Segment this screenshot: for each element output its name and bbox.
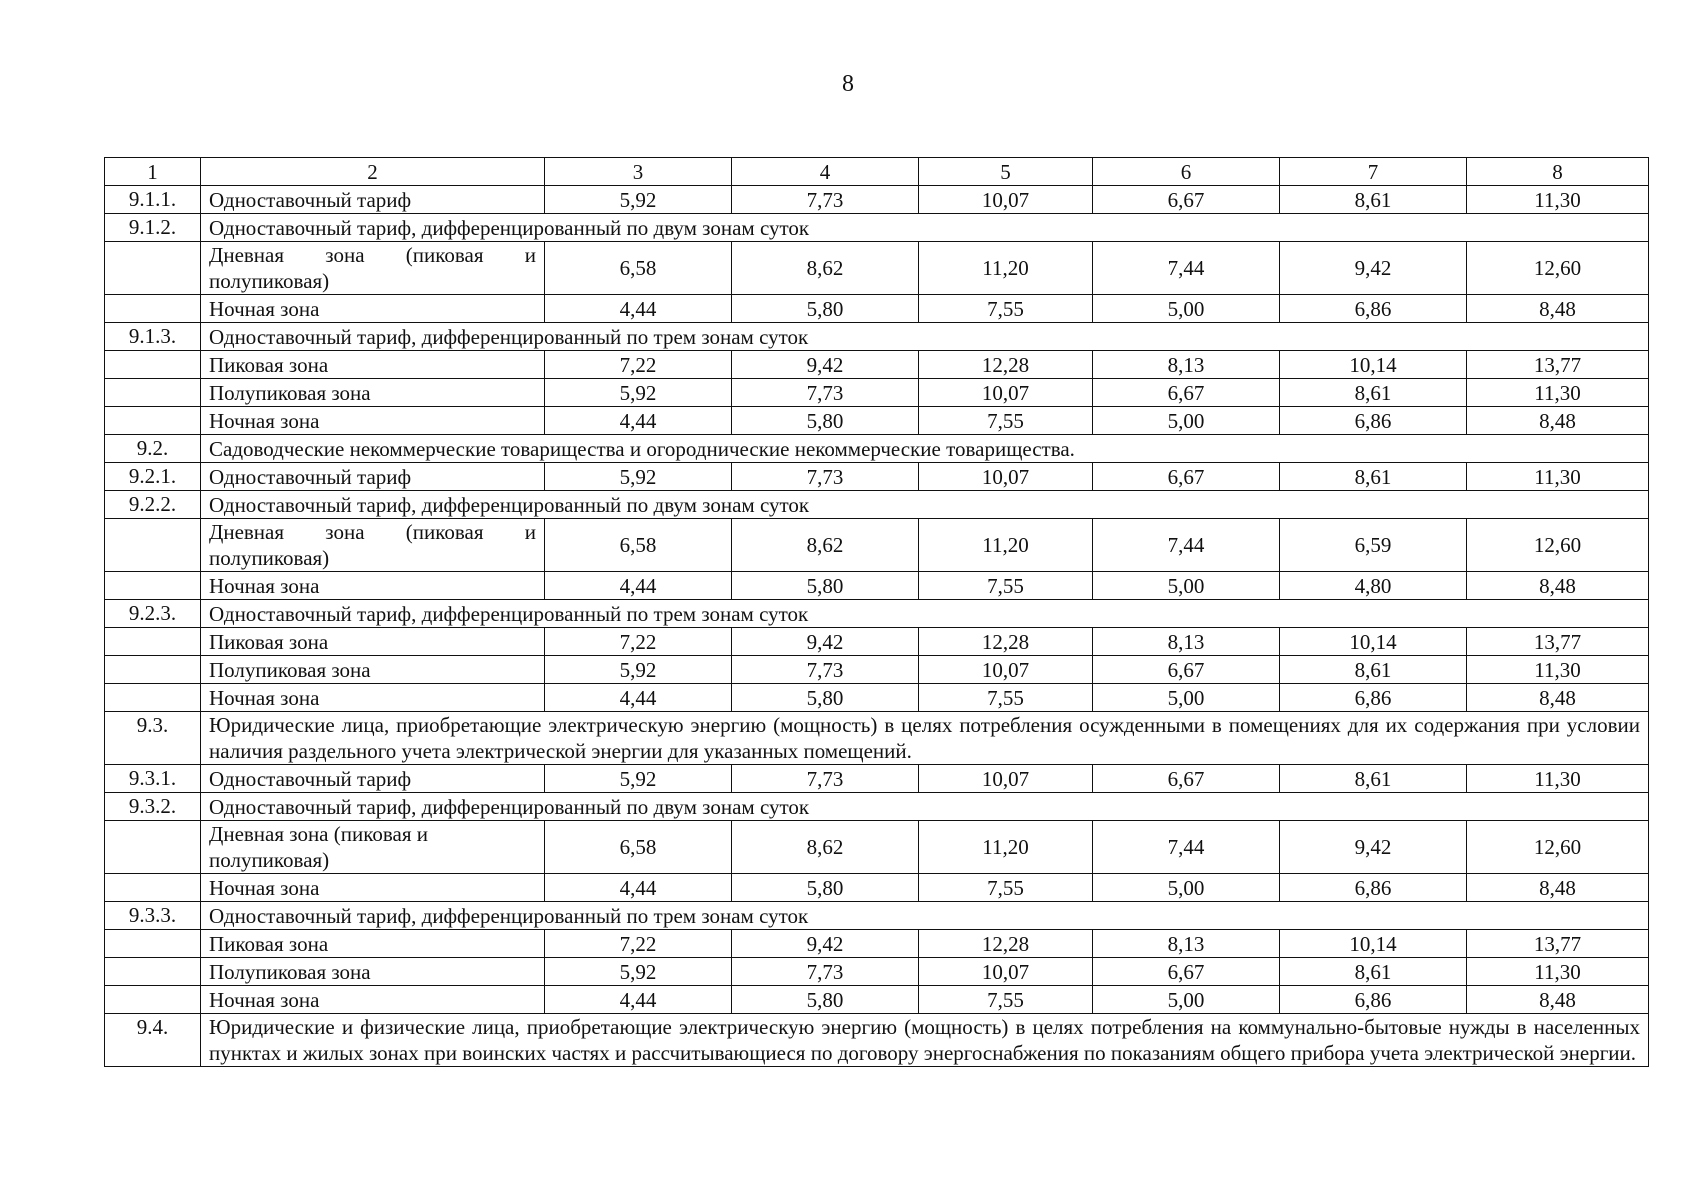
tariff-value: 10,14 [1280,628,1467,656]
tariff-value: 5,00 [1093,684,1280,712]
tariff-value: 5,92 [545,656,732,684]
tariff-value: 7,22 [545,628,732,656]
tariff-value: 6,67 [1093,463,1280,491]
row-number: 9.1.2. [105,214,201,242]
tariff-row [105,684,1649,712]
section-title: Садоводческие некоммерческие товарищества и огороднические некоммерческие товарищества. [201,435,1649,463]
tariff-name: Пиковая зона [201,930,545,958]
section-title: Одноставочный тариф, дифференцированный по двум зонам суток [201,491,1649,519]
section-row [105,491,1649,519]
tariff-name: Ночная зона [201,684,545,712]
tariff-value: 6,86 [1280,407,1467,435]
tariff-value: 10,07 [919,958,1093,986]
row-number [105,572,201,600]
tariff-value: 11,30 [1467,656,1649,684]
tariff-row [105,519,1649,572]
tariff-value: 13,77 [1467,628,1649,656]
tariff-value: 5,80 [732,572,919,600]
row-number [105,930,201,958]
tariff-value: 11,20 [919,519,1093,572]
section-title: Одноставочный тариф, дифференцированный по трем зонам суток [201,902,1649,930]
tariff-value: 8,48 [1467,684,1649,712]
tariff-name: Ночная зона [201,407,545,435]
tariff-value: 5,80 [732,874,919,902]
tariff-row [105,986,1649,1014]
tariff-value: 7,55 [919,874,1093,902]
header-cell: 5 [919,158,1093,186]
tariff-value: 8,62 [732,519,919,572]
tariff-value: 10,07 [919,186,1093,214]
row-number [105,628,201,656]
tariff-value: 5,00 [1093,874,1280,902]
row-number: 9.1.1. [105,186,201,214]
tariff-value: 4,44 [545,684,732,712]
tariff-value: 10,14 [1280,930,1467,958]
tariff-value: 8,61 [1280,656,1467,684]
tariff-value: 7,22 [545,930,732,958]
row-number: 9.4. [105,1014,201,1067]
header-cell: 7 [1280,158,1467,186]
tariff-value: 8,61 [1280,186,1467,214]
row-number [105,874,201,902]
tariff-value: 5,92 [545,186,732,214]
section-title: Одноставочный тариф, дифференцированный по двум зонам суток [201,793,1649,821]
tariff-value: 8,62 [732,242,919,295]
tariff-value: 11,30 [1467,379,1649,407]
tariff-value: 5,92 [545,463,732,491]
tariff-name: Ночная зона [201,572,545,600]
tariff-value: 7,22 [545,351,732,379]
row-number: 9.3.1. [105,765,201,793]
tariff-table-body [105,158,1649,1067]
tariff-name: Одноставочный тариф [201,765,545,793]
tariff-row [105,351,1649,379]
tariff-value: 10,07 [919,379,1093,407]
tariff-value: 8,13 [1093,628,1280,656]
tariff-value: 6,67 [1093,379,1280,407]
header-cell: 1 [105,158,201,186]
tariff-name: Дневная зона (пиковая и полупиковая) [201,519,545,572]
tariff-value: 13,77 [1467,351,1649,379]
tariff-value: 5,80 [732,407,919,435]
row-number [105,958,201,986]
tariff-name: Пиковая зона [201,628,545,656]
tariff-value: 5,80 [732,986,919,1014]
section-title: Одноставочный тариф, дифференцированный по трем зонам суток [201,600,1649,628]
tariff-value: 6,67 [1093,958,1280,986]
row-number: 9.2.3. [105,600,201,628]
tariff-value: 4,44 [545,874,732,902]
tariff-value: 12,28 [919,351,1093,379]
row-number [105,656,201,684]
tariff-value: 8,48 [1467,874,1649,902]
tariff-value: 5,80 [732,295,919,323]
tariff-value: 10,07 [919,765,1093,793]
row-number [105,684,201,712]
tariff-value: 6,86 [1280,684,1467,712]
tariff-row [105,242,1649,295]
tariff-value: 7,44 [1093,821,1280,874]
tariff-row [105,379,1649,407]
tariff-name: Полупиковая зона [201,958,545,986]
row-number: 9.2.1. [105,463,201,491]
tariff-value: 5,92 [545,765,732,793]
tariff-value: 5,00 [1093,572,1280,600]
tariff-name: Ночная зона [201,874,545,902]
row-number: 9.3.3. [105,902,201,930]
tariff-name: Ночная зона [201,986,545,1014]
tariff-value: 4,80 [1280,572,1467,600]
tariff-value: 7,44 [1093,242,1280,295]
section-row [105,712,1649,765]
section-title: Одноставочный тариф, дифференцированный по трем зонам суток [201,323,1649,351]
tariff-value: 10,07 [919,463,1093,491]
row-number: 9.2. [105,435,201,463]
tariff-name: Ночная зона [201,295,545,323]
tariff-value: 11,30 [1467,958,1649,986]
header-cell: 4 [732,158,919,186]
tariff-value: 5,80 [732,684,919,712]
tariff-value: 12,60 [1467,519,1649,572]
tariff-row [105,765,1649,793]
tariff-row [105,572,1649,600]
section-row [105,323,1649,351]
row-number [105,379,201,407]
row-number: 9.3. [105,712,201,765]
tariff-value: 8,48 [1467,295,1649,323]
section-title: Одноставочный тариф, дифференцированный по двум зонам суток [201,214,1649,242]
row-number [105,242,201,295]
tariff-value: 6,67 [1093,186,1280,214]
header-cell: 6 [1093,158,1280,186]
tariff-name: Пиковая зона [201,351,545,379]
tariff-value: 11,30 [1467,186,1649,214]
tariff-row [105,930,1649,958]
tariff-value: 11,20 [919,242,1093,295]
tariff-row [105,628,1649,656]
tariff-value: 8,61 [1280,379,1467,407]
tariff-value: 7,73 [732,186,919,214]
tariff-name: Одноставочный тариф [201,186,545,214]
row-number: 9.2.2. [105,491,201,519]
tariff-value: 7,73 [732,463,919,491]
tariff-row [105,958,1649,986]
tariff-value: 7,73 [732,379,919,407]
tariff-value: 9,42 [1280,242,1467,295]
section-row [105,600,1649,628]
section-title: Юридические лица, приобретающие электрическую энергию (мощность) в целях потребления осужденными в помещениях для их содержания при условии наличия раздельного учета электрической энергии для указанных помещений. [201,712,1649,765]
tariff-name: Полупиковая зона [201,656,545,684]
tariff-value: 5,00 [1093,986,1280,1014]
tariff-value: 9,42 [1280,821,1467,874]
tariff-value: 8,13 [1093,930,1280,958]
tariff-value: 8,48 [1467,407,1649,435]
row-number [105,821,201,874]
tariff-row [105,656,1649,684]
tariff-value: 5,92 [545,958,732,986]
tariff-name: Дневная зона (пиковая и полупиковая) [201,821,545,874]
tariff-value: 13,77 [1467,930,1649,958]
tariff-value: 6,67 [1093,656,1280,684]
tariff-value: 7,55 [919,572,1093,600]
tariff-value: 7,55 [919,684,1093,712]
tariff-value: 7,55 [919,295,1093,323]
tariff-value: 9,42 [732,351,919,379]
header-cell: 3 [545,158,732,186]
tariff-value: 8,13 [1093,351,1280,379]
tariff-value: 11,30 [1467,765,1649,793]
tariff-row [105,186,1649,214]
tariff-value: 6,86 [1280,874,1467,902]
tariff-value: 8,61 [1280,463,1467,491]
tariff-value: 12,28 [919,930,1093,958]
tariff-name: Полупиковая зона [201,379,545,407]
tariff-row [105,874,1649,902]
section-row [105,793,1649,821]
section-row [105,1014,1649,1067]
tariff-table [104,157,1649,1067]
tariff-name: Дневная зона (пиковая и полупиковая) [201,242,545,295]
tariff-value: 9,42 [732,930,919,958]
tariff-value: 12,60 [1467,242,1649,295]
row-number [105,519,201,572]
tariff-value: 5,92 [545,379,732,407]
tariff-value: 4,44 [545,572,732,600]
tariff-value: 5,00 [1093,295,1280,323]
tariff-value: 4,44 [545,407,732,435]
tariff-value: 10,14 [1280,351,1467,379]
tariff-value: 7,73 [732,656,919,684]
tariff-value: 7,44 [1093,519,1280,572]
tariff-row [105,407,1649,435]
row-number [105,295,201,323]
tariff-value: 10,07 [919,656,1093,684]
tariff-name: Одноставочный тариф [201,463,545,491]
section-row [105,902,1649,930]
tariff-value: 6,86 [1280,295,1467,323]
tariff-value: 11,30 [1467,463,1649,491]
row-number: 9.3.2. [105,793,201,821]
tariff-value: 6,59 [1280,519,1467,572]
row-number: 9.1.3. [105,323,201,351]
tariff-row [105,821,1649,874]
tariff-row [105,463,1649,491]
row-number [105,351,201,379]
tariff-value: 8,61 [1280,958,1467,986]
tariff-value: 6,58 [545,242,732,295]
section-row [105,435,1649,463]
section-title: Юридические и физические лица, приобретающие электрическую энергию (мощность) в целях потребления на коммунально-бытовые нужды в населенных пунктах и жилых зонах при воинских частях и рассчитывающиеся по договору энергоснабжения по показаниям общего прибора учета электрической энергии. [201,1014,1649,1067]
tariff-value: 7,55 [919,986,1093,1014]
row-number [105,407,201,435]
tariff-value: 8,48 [1467,572,1649,600]
header-cell: 8 [1467,158,1649,186]
tariff-value: 6,86 [1280,986,1467,1014]
tariff-value: 6,67 [1093,765,1280,793]
header-cell: 2 [201,158,545,186]
tariff-value: 12,28 [919,628,1093,656]
tariff-row [105,295,1649,323]
tariff-value: 7,73 [732,958,919,986]
tariff-value: 8,62 [732,821,919,874]
table-header-row [105,158,1649,186]
tariff-value: 4,44 [545,295,732,323]
tariff-value: 7,73 [732,765,919,793]
row-number [105,986,201,1014]
tariff-value: 4,44 [545,986,732,1014]
tariff-value: 8,48 [1467,986,1649,1014]
section-row [105,214,1649,242]
tariff-value: 7,55 [919,407,1093,435]
tariff-value: 6,58 [545,821,732,874]
tariff-value: 11,20 [919,821,1093,874]
tariff-value: 9,42 [732,628,919,656]
tariff-value: 12,60 [1467,821,1649,874]
tariff-value: 8,61 [1280,765,1467,793]
tariff-value: 5,00 [1093,407,1280,435]
page-number: 8 [842,71,854,97]
tariff-value: 6,58 [545,519,732,572]
